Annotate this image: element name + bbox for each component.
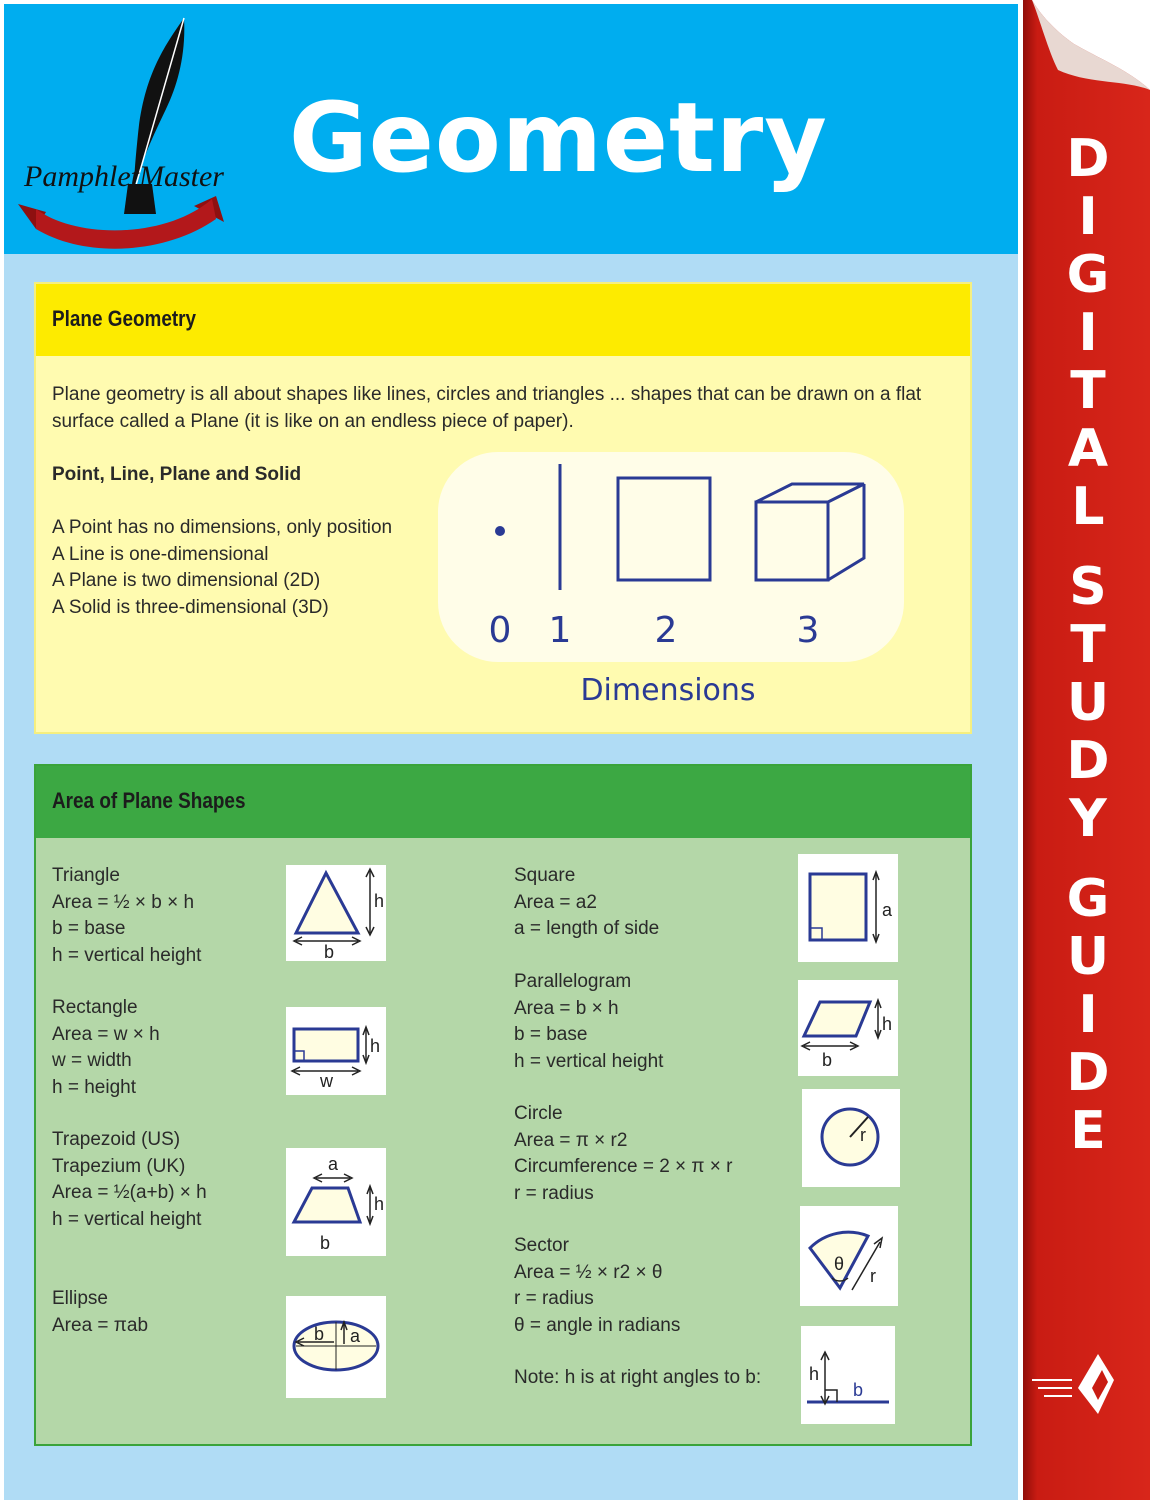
square-figure: [798, 854, 898, 962]
svg-text:a: a: [328, 1154, 339, 1174]
spine-letter: G: [1066, 869, 1110, 929]
spine-letter: L: [1071, 477, 1105, 537]
svg-text:b: b: [853, 1380, 864, 1400]
svg-text:b: b: [822, 1050, 833, 1070]
plane-geometry-heading: Plane Geometry: [52, 306, 197, 331]
spine-letter: I: [1078, 187, 1098, 247]
ellipse-text: Ellipse Area = πab: [52, 1288, 149, 1336]
svg-text:a: a: [882, 900, 893, 920]
dimension-number: 0: [488, 610, 512, 651]
right-angle-figure: [801, 1326, 895, 1424]
intro-line: Plane geometry is all about shapes like lines, circles and triangles ... shapes that can be drawn on a flat: [52, 384, 922, 405]
spine-letter: G: [1066, 245, 1110, 305]
fact-line: A Line is one-dimensional: [52, 543, 269, 565]
area-shapes-header: [36, 766, 970, 838]
svg-text:r: r: [860, 1125, 866, 1145]
spine-letter: D: [1066, 731, 1110, 791]
dimension-facts: [52, 515, 392, 621]
spine-letter: U: [1066, 673, 1110, 733]
header-banner: [4, 4, 1018, 254]
spine-letter: U: [1066, 927, 1110, 987]
trapezoid-figure: [286, 1148, 386, 1256]
spine-letter: D: [1066, 1043, 1110, 1103]
svg-text:h: h: [809, 1364, 820, 1384]
fact-line: A Plane is two dimensional (2D): [52, 570, 321, 591]
spine-letter: I: [1078, 303, 1098, 363]
rectangle-figure: [286, 1007, 386, 1095]
spine-letter: Y: [1069, 789, 1107, 849]
svg-text:w: w: [320, 1071, 333, 1091]
page: [4, 4, 1018, 1500]
dimension-number: 1: [548, 610, 572, 651]
svg-text:a: a: [350, 1326, 361, 1346]
intro-line: surface called a Plane (it is like on an endless piece of paper).: [52, 410, 574, 432]
area-shapes-panel: [34, 764, 972, 1446]
svg-text:b: b: [314, 1324, 325, 1344]
logo-text: PamphletMaster: [24, 160, 224, 193]
trapezoid-text: Trapezoid (US) Trapezium (UK) Area = ½(a+b) × h h = vertical height: [52, 1129, 207, 1230]
circle-figure: [802, 1089, 900, 1187]
right-angle-note: Note: h is at right angles to b:: [514, 1367, 762, 1388]
spine-letter: A: [1067, 419, 1109, 479]
dimension-number: 2: [654, 610, 678, 651]
plane-geometry-intro: [52, 382, 921, 435]
fact-line: A Point has no dimensions, only position: [52, 517, 393, 538]
triangle-figure: [286, 865, 386, 961]
parallelogram-text: Parallelogram Area = b × h b = base h = vertical height: [514, 971, 664, 1072]
spine-letter: E: [1070, 1101, 1106, 1161]
area-shapes-heading: Area of Plane Shapes: [52, 788, 246, 813]
sector-text: Sector Area = ½ × r2 × θ r = radius θ = angle in radians: [514, 1235, 681, 1336]
svg-text:b: b: [320, 1233, 331, 1253]
spine-letter: T: [1070, 361, 1106, 421]
svg-text:θ: θ: [834, 1254, 845, 1274]
sector-figure: [800, 1206, 898, 1306]
pamphlet-master-logo: [16, 14, 236, 259]
circle-text: Circle Area = π × r2 Circumference = 2 × π × r r = radius: [514, 1103, 733, 1204]
svg-text:r: r: [870, 1266, 876, 1286]
svg-text:h: h: [882, 1014, 893, 1034]
fact-line: A Solid is three-dimensional (3D): [52, 596, 329, 618]
svg-text:h: h: [374, 891, 385, 911]
spine-letter: D: [1066, 129, 1110, 189]
spine-letter: S: [1069, 557, 1107, 617]
ellipse-figure: [286, 1296, 386, 1398]
point-line-plane-subheading: Point, Line, Plane and Solid: [52, 464, 302, 485]
page-title: Geometry: [289, 82, 828, 194]
dimensions-figure: [436, 450, 906, 710]
dimensions-caption: Dimensions: [580, 673, 756, 708]
dimension-number: 3: [796, 610, 820, 651]
point-shape: [495, 526, 505, 536]
parallelogram-figure: [798, 980, 898, 1076]
spine-letter: I: [1078, 985, 1098, 1045]
svg-text:b: b: [324, 942, 335, 961]
plane-geometry-header: [36, 284, 970, 356]
triangle-text: Triangle Area = ½ × b × h b = base h = vertical height: [52, 865, 202, 966]
svg-text:h: h: [370, 1036, 381, 1056]
spine-letter: T: [1070, 615, 1106, 675]
plane-geometry-panel: [34, 282, 972, 734]
square-text: Square Area = a2 a = length of side: [514, 865, 660, 939]
rectangle-text: Rectangle Area = w × h w = width h = height: [52, 997, 160, 1098]
svg-text:h: h: [374, 1194, 385, 1214]
